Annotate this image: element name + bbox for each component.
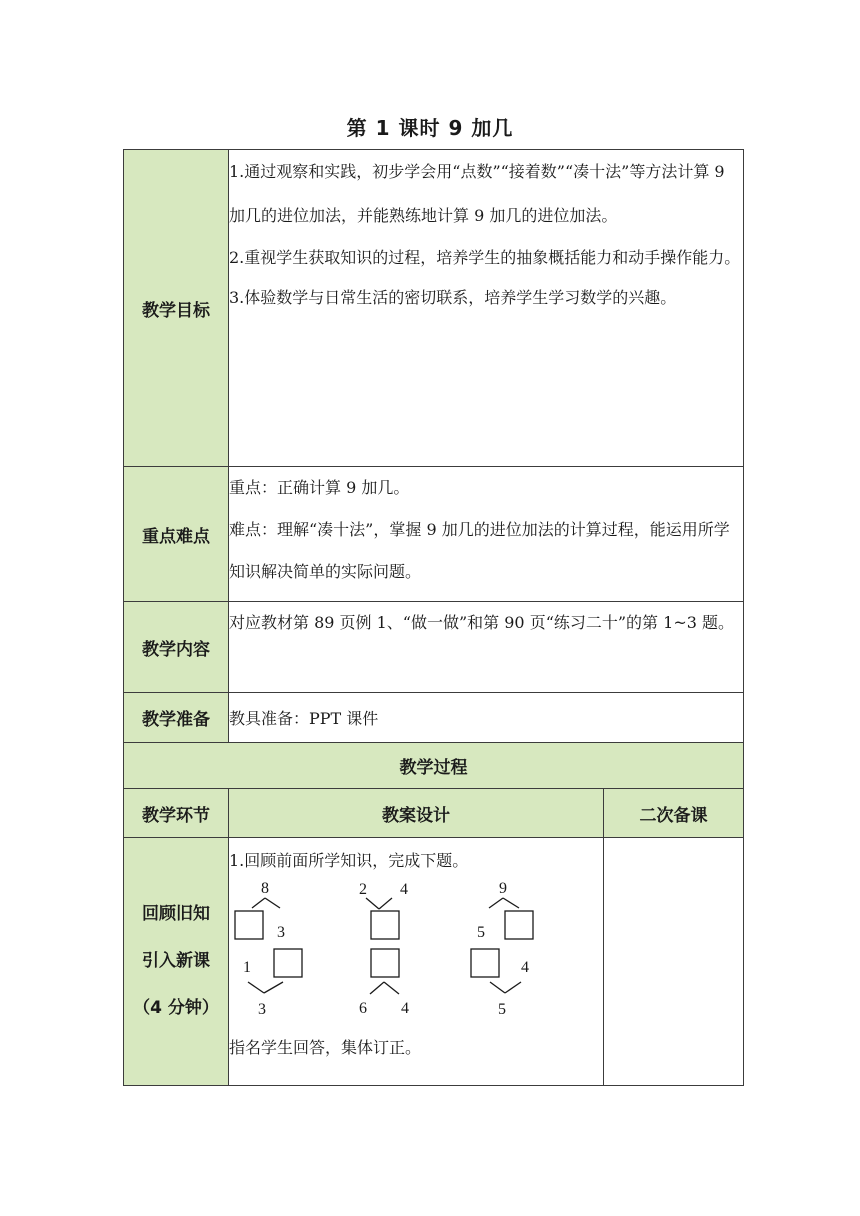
preparation-text-cell	[229, 693, 744, 743]
lesson-plan-table	[123, 149, 744, 1086]
column-header-design: 教案设计	[229, 789, 604, 838]
content-row	[124, 602, 744, 693]
content-label: 教学内容	[124, 602, 229, 693]
stage1-closing: 指名学生回答，集体订正。	[229, 1038, 422, 1057]
diagram2-right-number: 4	[400, 881, 408, 898]
key-points-row	[124, 467, 744, 602]
number-decomposition-diagrams	[229, 878, 589, 1028]
diagram1-top-number: 8	[261, 880, 269, 897]
objectives-row	[124, 150, 744, 467]
diagram3-top-number: 9	[499, 880, 507, 897]
diagram4-left-number: 1	[243, 959, 251, 976]
diagram6-bottom-number: 5	[498, 1001, 506, 1018]
preparation-text: 教具准备：PPT 课件	[229, 709, 379, 728]
stage1-row	[124, 838, 744, 1086]
difficulty-text: 难点：理解“凑十法”，掌握 9 加几的进位加法的计算过程，能运用所学知识解决简单的实际问题。	[229, 520, 730, 581]
key-points-label: 重点难点	[124, 467, 229, 602]
stage1-revision-cell	[604, 838, 744, 1086]
diagram6-right-number: 4	[521, 959, 529, 976]
answer-box	[274, 949, 302, 977]
diagram3-left-number: 5	[477, 924, 485, 941]
answer-box	[505, 911, 533, 939]
content-text-cell	[229, 602, 744, 693]
stage1-design	[229, 838, 604, 1086]
content-text: 对应教材第 89 页例 1、“做一做”和第 90 页“练习二十”的第 1~3 题。	[229, 613, 734, 632]
stage1-label-line-1: 回顾旧知	[142, 904, 210, 924]
stage1-label-line-3: （4 分钟）	[133, 998, 219, 1018]
objective-item-2: 2.重视学生获取知识的过程，培养学生的抽象概括能力和动手操作能力。	[229, 248, 741, 267]
process-header: 教学过程	[124, 743, 744, 789]
diagram5-left-number: 6	[359, 1000, 367, 1017]
preparation-label: 教学准备	[124, 693, 229, 743]
objective-item-3: 3.体验数学与日常生活的密切联系，培养学生学习数学的兴趣。	[229, 288, 677, 307]
objective-item-1: 1.通过观察和实践，初步学会用“点数”“接着数”“凑十法”等方法计算 9 加几的进位加法，并能熟练地计算 9 加几的进位加法。	[229, 162, 725, 225]
answer-box	[371, 911, 399, 939]
answer-box	[371, 949, 399, 977]
column-header-stage: 教学环节	[124, 789, 229, 838]
stage1-label	[124, 838, 229, 1086]
answer-box	[235, 911, 263, 939]
diagram2-left-number: 2	[359, 881, 367, 898]
diagram1-right-number: 3	[277, 924, 285, 941]
stage1-label-line-2: 引入新课	[142, 951, 210, 971]
column-header-revision: 二次备课	[604, 789, 744, 838]
objectives-content	[229, 150, 744, 467]
diagram4-bottom-number: 3	[258, 1001, 266, 1018]
stage1-intro: 1.回顾前面所学知识，完成下题。	[229, 851, 469, 870]
process-header-row	[124, 743, 744, 789]
diagram5-right-number: 4	[401, 1000, 409, 1017]
answer-box	[471, 949, 499, 977]
preparation-row	[124, 693, 744, 743]
objectives-label: 教学目标	[124, 150, 229, 467]
key-point-text: 重点：正确计算 9 加几。	[229, 478, 410, 497]
key-points-content	[229, 467, 744, 602]
page-title: 第 1 课时 9 加几	[346, 116, 514, 140]
column-header-row	[124, 789, 744, 838]
